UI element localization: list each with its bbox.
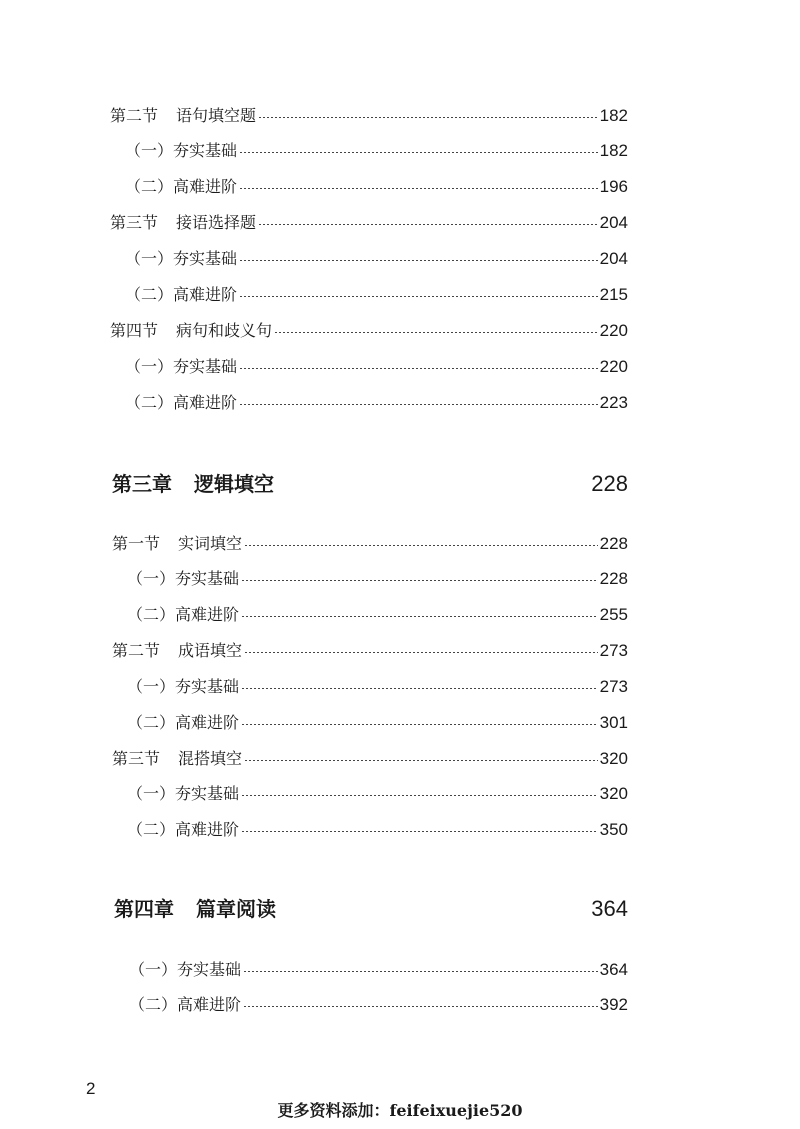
toc-label: 第一节 — [112, 534, 161, 553]
toc-subsection-row[interactable] — [125, 246, 628, 269]
toc-page-number: 228 — [599, 569, 628, 588]
toc-title: 病句和歧义句 — [176, 321, 273, 340]
toc-page-number: 273 — [599, 677, 628, 696]
toc-dot-leader — [243, 971, 598, 972]
toc-title: 语句填空题 — [176, 106, 257, 125]
toc-page-number: 182 — [599, 141, 628, 160]
toc-label: （一）夯实基础 — [125, 357, 238, 376]
toc-label: （二）高难进阶 — [125, 285, 238, 304]
toc-dot-leader — [258, 224, 598, 225]
toc-dot-leader — [243, 1006, 598, 1007]
toc-label: 第三章 — [112, 472, 172, 496]
toc-dot-leader — [241, 580, 598, 581]
toc-page-number: 392 — [599, 995, 628, 1014]
toc-dot-leader — [239, 368, 598, 369]
toc-dot-leader — [241, 616, 598, 617]
toc-page-number: 220 — [599, 321, 628, 340]
toc-dot-leader — [241, 724, 598, 725]
toc-label: 第四章 — [114, 897, 174, 921]
toc-dot-leader — [274, 332, 598, 333]
toc-chapter-row[interactable] — [112, 468, 628, 497]
toc-label: 第三节 — [110, 213, 159, 232]
toc-page-number: 220 — [599, 357, 628, 376]
toc-label: 第四节 — [110, 321, 159, 340]
toc-section-row[interactable] — [110, 210, 628, 233]
toc-subsection-row[interactable] — [129, 992, 628, 1015]
toc-page-number: 196 — [599, 177, 628, 196]
toc-label: （二）高难进阶 — [127, 713, 240, 732]
toc-page-number: 364 — [591, 896, 628, 921]
toc-section-row[interactable] — [110, 318, 628, 341]
page-number: 2 — [86, 1079, 96, 1098]
toc-subsection-row[interactable] — [127, 710, 628, 733]
toc-subsection-row[interactable] — [127, 781, 628, 804]
toc-label: （二）高难进阶 — [127, 820, 240, 839]
toc-dot-leader — [239, 260, 598, 261]
toc-page-number: 223 — [599, 393, 628, 412]
toc-page-number: 364 — [599, 960, 628, 979]
toc-dot-leader — [239, 188, 598, 189]
toc-dot-leader — [241, 831, 598, 832]
toc-page-number: 204 — [599, 213, 628, 232]
toc-label: 第二节 — [112, 641, 161, 660]
toc-dot-leader — [244, 760, 598, 761]
toc-page-number: 301 — [599, 713, 628, 732]
toc-subsection-row[interactable] — [127, 566, 628, 589]
toc-title: 成语填空 — [178, 641, 243, 660]
toc-page-number: 182 — [599, 106, 628, 125]
toc-subsection-row[interactable] — [125, 174, 628, 197]
toc-dot-leader — [244, 652, 598, 653]
toc-label: （一）夯实基础 — [129, 960, 242, 979]
toc-dot-leader — [239, 404, 598, 405]
toc-dot-leader — [258, 117, 598, 118]
toc-title: 接语选择题 — [176, 213, 257, 232]
toc-subsection-row[interactable] — [125, 390, 628, 413]
toc-page-number: 320 — [599, 749, 628, 768]
toc-page-number: 228 — [591, 471, 628, 496]
toc-chapter-row[interactable] — [114, 893, 628, 922]
toc-subsection-row[interactable] — [125, 282, 628, 305]
toc-subsection-row[interactable] — [125, 354, 628, 377]
toc-title: 逻辑填空 — [194, 472, 274, 496]
toc-label: 第二节 — [110, 106, 159, 125]
toc-title: 实词填空 — [178, 534, 243, 553]
toc-page-number: 215 — [599, 285, 628, 304]
toc-dot-leader — [239, 152, 598, 153]
toc-dot-leader — [241, 795, 598, 796]
toc-dot-leader — [239, 296, 598, 297]
toc-page-number: 204 — [599, 249, 628, 268]
toc-page-number: 320 — [599, 784, 628, 803]
toc-section-row[interactable] — [112, 746, 628, 769]
toc-title: 篇章阅读 — [196, 897, 276, 921]
toc-subsection-row[interactable] — [127, 674, 628, 697]
toc-label: （一）夯实基础 — [127, 569, 240, 588]
toc-label: （二）高难进阶 — [127, 605, 240, 624]
toc-label: （二）高难进阶 — [125, 393, 238, 412]
toc-label: （二）高难进阶 — [125, 177, 238, 196]
toc-dot-leader — [241, 688, 598, 689]
toc-label: （一）夯实基础 — [125, 141, 238, 160]
toc-section-row[interactable] — [112, 638, 628, 661]
toc-subsection-row[interactable] — [125, 138, 628, 161]
toc-subsection-row[interactable] — [127, 602, 628, 625]
toc-page-number: 255 — [599, 605, 628, 624]
toc-subsection-row[interactable] — [127, 817, 628, 840]
toc-subsection-row[interactable] — [129, 957, 628, 980]
toc-section-row[interactable] — [110, 103, 628, 126]
toc-dot-leader — [244, 545, 598, 546]
toc-page-number: 350 — [599, 820, 628, 839]
footer-note: 更多资料添加：feifeixuejie520 — [277, 1101, 523, 1120]
toc-title: 混搭填空 — [178, 749, 243, 768]
toc-label: （一）夯实基础 — [127, 677, 240, 696]
toc-section-row[interactable] — [112, 531, 628, 554]
toc-label: 第三节 — [112, 749, 161, 768]
toc-label: （一）夯实基础 — [125, 249, 238, 268]
toc-label: （一）夯实基础 — [127, 784, 240, 803]
toc-label: （二）高难进阶 — [129, 995, 242, 1014]
toc-page-number: 228 — [599, 534, 628, 553]
toc-page-number: 273 — [599, 641, 628, 660]
